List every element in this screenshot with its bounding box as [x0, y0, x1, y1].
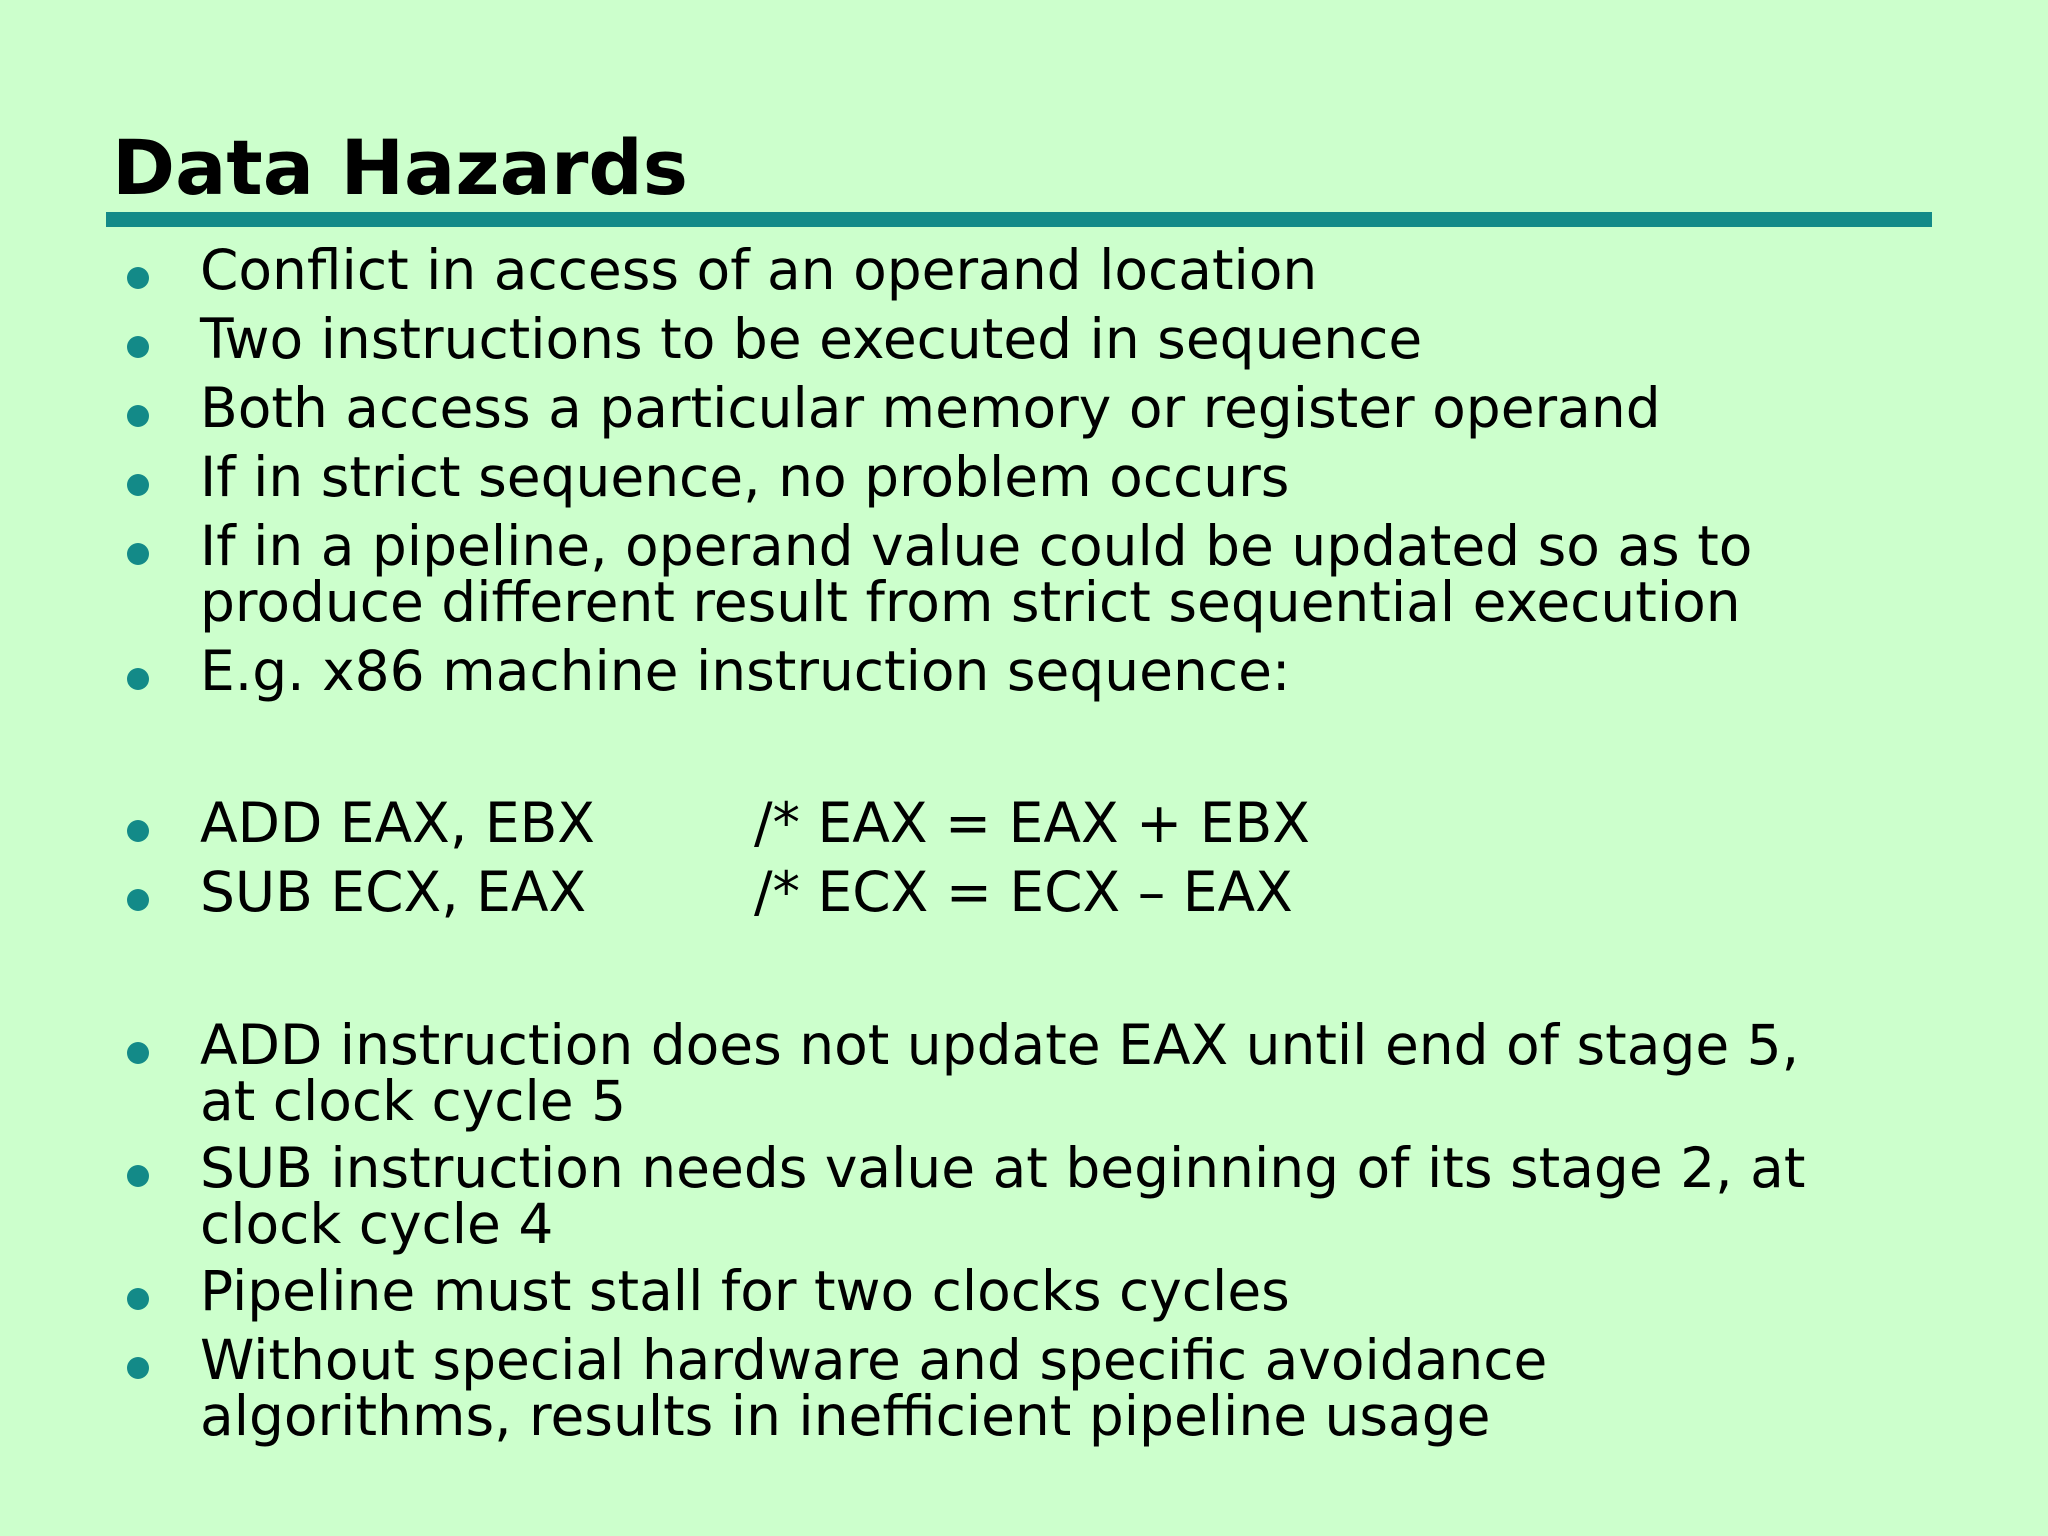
bullet-text: If in strict sequence, no problem occurs	[200, 445, 1290, 509]
bullet-text: Conflict in access of an operand location	[200, 238, 1318, 302]
bullet-text: Both access a particular memory or register operand	[200, 376, 1661, 440]
bullet-dot-icon	[127, 1042, 149, 1064]
bullet-text: E.g. x86 machine instruction sequence:	[200, 639, 1291, 703]
slide-title: Data Hazards	[112, 123, 688, 212]
bullet-dot-icon	[127, 668, 149, 690]
bullet-text: Pipeline must stall for two clocks cycles	[200, 1259, 1290, 1323]
bullet-dot-icon	[127, 889, 149, 911]
code-instruction: ADD EAX, EBX	[200, 791, 595, 855]
bullet-dot-icon	[127, 1288, 149, 1310]
bullet-dot-icon	[127, 820, 149, 842]
bullet-dot-icon	[127, 474, 149, 496]
bullet-text: If in a pipeline, operand value could be updated so as to produce different result from strict sequential execution	[200, 514, 1753, 634]
code-comment: /* ECX = ECX – EAX	[754, 860, 1293, 924]
bullet-dot-icon	[127, 1165, 149, 1187]
bullet-text: Two instructions to be executed in sequence	[200, 307, 1423, 371]
bullet-dot-icon	[127, 405, 149, 427]
bullet-dot-icon	[127, 543, 149, 565]
bullet-text: SUB instruction needs value at beginning of its stage 2, at clock cycle 4	[200, 1136, 1806, 1256]
bullet-dot-icon	[127, 267, 149, 289]
bullet-dot-icon	[127, 1357, 149, 1379]
bullet-text: Without special hardware and specific avoidance algorithms, results in inefficient pipeline usage	[200, 1328, 1548, 1448]
code-comment: /* EAX = EAX + EBX	[754, 791, 1310, 855]
code-instruction: SUB ECX, EAX	[200, 860, 587, 924]
bullet-text: ADD instruction does not update EAX until end of stage 5, at clock cycle 5	[200, 1013, 1800, 1133]
bullet-dot-icon	[127, 336, 149, 358]
